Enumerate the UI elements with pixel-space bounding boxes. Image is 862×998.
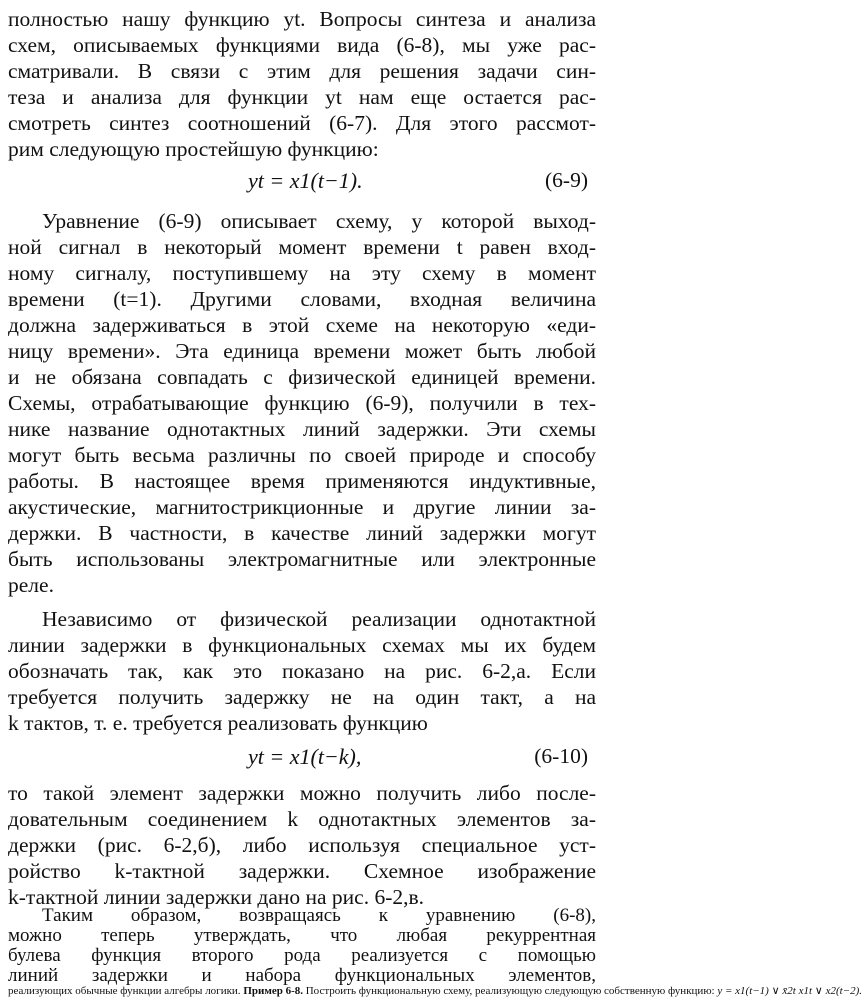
text-line: то такой элемент задержки можно получить либо после-: [8, 781, 596, 805]
text-line: работы. В настоящее время применяются индуктивные,: [8, 469, 596, 493]
text-line: и не обязана совпадать с физической единицей времени.: [8, 365, 596, 389]
equation-number: (6-10): [534, 744, 588, 768]
text-line: ройство k-тактной задержки. Схемное изображение: [8, 859, 596, 883]
text-line: требуется получить задержку не на один такт, а на: [8, 685, 596, 709]
text-line: нике название однотактных линий задержки. Эти схемы: [8, 417, 596, 441]
text-line: k тактов, т. е. требуется реализовать функцию: [8, 711, 428, 735]
text-line: могут быть весьма различны по своей природе и способу: [8, 443, 596, 467]
text-line: времени (t=1). Другими словами, входная величина: [8, 287, 596, 311]
example-text: Построить функциональную схему, реализующую: [305, 985, 542, 997]
text-line: держки (рис. 6-2,б), либо используя специальное уст-: [8, 833, 596, 857]
equation-6-9: yt = x1(t−1).: [248, 168, 363, 193]
equation-6-10: yt = x1(t−k),: [248, 744, 362, 769]
text-line: полностью нашу функцию yt. Вопросы синтеза и анализа: [8, 7, 596, 31]
text-line: сматривали. В связи с этим для решения задачи син-: [8, 59, 596, 83]
text-line: ной сигнал в некоторый момент времени t равен вход-: [8, 235, 596, 259]
equation-number: (6-9): [545, 168, 588, 192]
text-line: Схемы, отрабатывающие функцию (6-9), получили в тех-: [8, 391, 596, 415]
text-line: должна задерживаться в этой схеме на некоторую «еди-: [8, 313, 596, 337]
text-line: ницу времени». Эта единица времени может быть любой: [8, 339, 596, 363]
text-line: быть использованы электромагнитные или электронные: [8, 547, 596, 571]
text-line: обозначать так, как это показано на рис. 6-2,а. Если: [8, 659, 596, 683]
text-line: можно теперь утверждать, что любая рекуррентная: [8, 925, 596, 946]
text-line: довательным соединением k однотактных элементов за-: [8, 807, 596, 831]
text-line: k-тактной линии задержки дано на рис. 6-2,в.: [8, 885, 425, 909]
text-line: Независимо от физической реализации однотактной: [42, 607, 596, 631]
text-line: реализующих обычные функции алгебры логики.: [8, 985, 241, 997]
text-line: теза и анализа для функции yt нам еще остается рас-: [8, 85, 596, 109]
text-line: Уравнение (6-9) описывает схему, у которой выход-: [42, 209, 596, 233]
text-line: реле.: [8, 573, 54, 597]
text-line: ному сигналу, поступившему на эту схему в момент: [8, 261, 596, 285]
text-line: линий задержки и набора функциональных элементов,: [8, 965, 596, 986]
example-label: Пример 6-8.: [243, 985, 303, 997]
example-text: следующую собственную функцию:: [544, 985, 715, 997]
text-line: держки. В частности, в качестве линий задержки могут: [8, 521, 596, 545]
text-line: схем, описываемых функциями вида (6-8), мы уже рас-: [8, 33, 596, 57]
equation-example: y = x1(t−1) ∨ x̄2t x1t ∨ x2(t−2).: [717, 985, 862, 997]
text-line: линии задержки в функциональных схемах мы их будем: [8, 633, 596, 657]
text-line: рим следующую простейшую функцию:: [8, 137, 379, 161]
text-line: акустические, магнитострикционные и другие линии за-: [8, 495, 596, 519]
text-line: булева функция второго рода реализуется с помощью: [8, 945, 596, 966]
text-line: Таким образом, возвращаясь к уравнению (6-8),: [42, 905, 596, 926]
text-line: смотреть синтез соотношений (6-7). Для этого рассмот-: [8, 111, 596, 135]
